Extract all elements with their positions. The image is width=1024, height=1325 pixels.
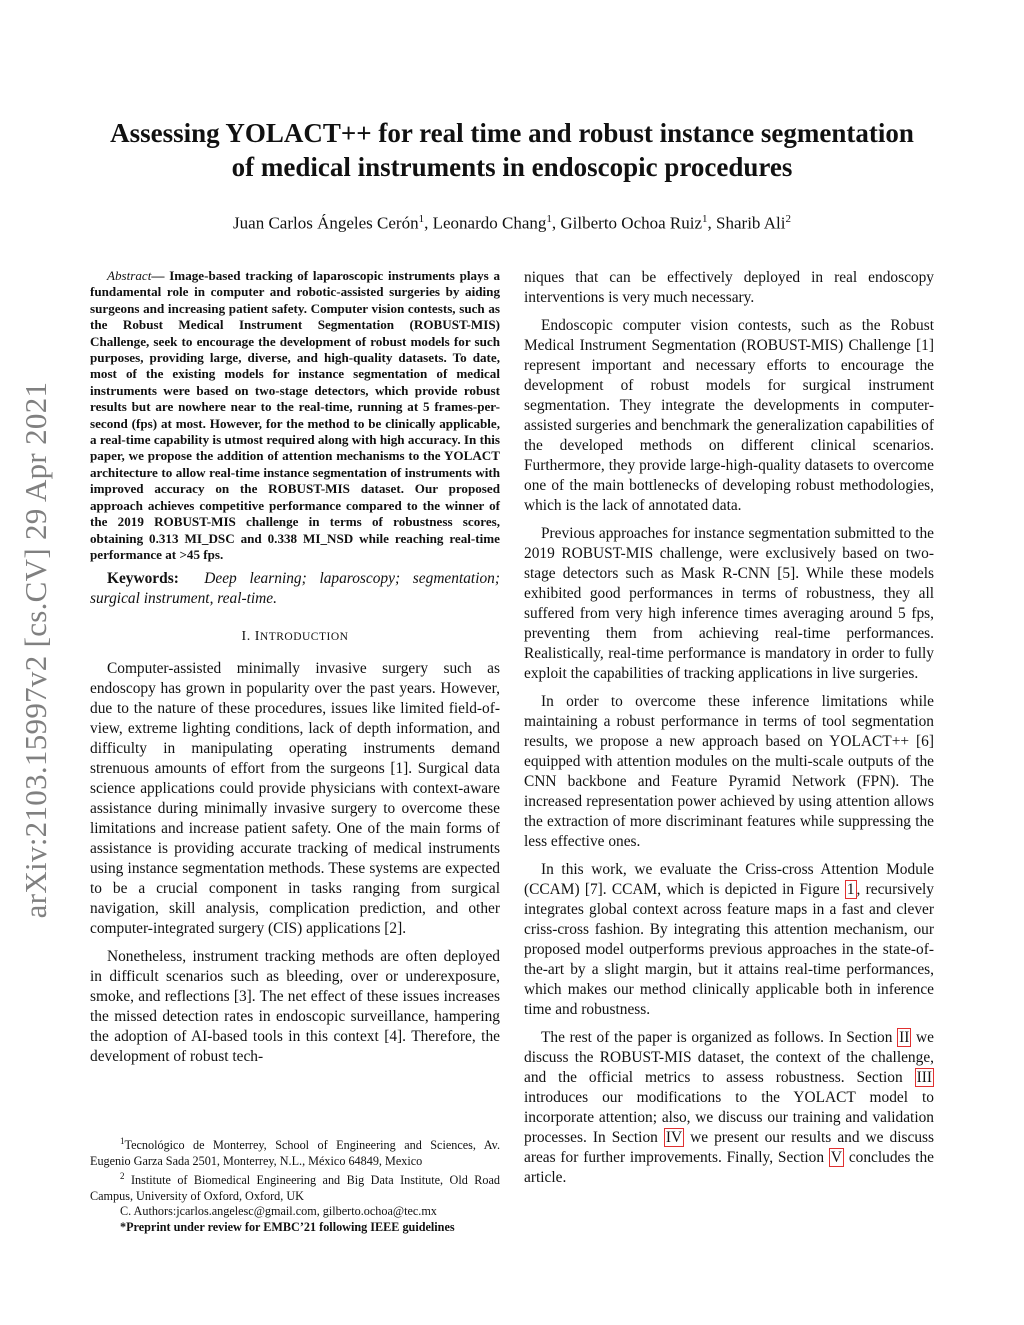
section-II-link[interactable]: II [899, 1029, 910, 1046]
para6-text-a: In this work, we evaluate the Criss-cross Attention Module (CCAM) [7]. CCAM, which is depicted in Figure [524, 861, 934, 898]
title-line-1: Assessing YOLACT++ for real time and robust instance segmentation [110, 118, 914, 148]
author-1: Juan Carlos Ángeles Cerón [233, 213, 419, 233]
footnote-2-marker: 2 [120, 1171, 125, 1182]
paper-title [80, 116, 944, 184]
author-2-affiliation: 1 [546, 213, 552, 225]
footnote-1-marker: 1 [120, 1136, 125, 1146]
keywords-label: Keywords: [107, 570, 179, 588]
section-V-link[interactable]: V [830, 1149, 842, 1166]
footnote-2-text: Institute of Biomedical Engineering and Big Data Institute, Old Road Campus, University of Oxford, Oxford, UK [90, 1173, 500, 1203]
section-title-rest: NTRODUCTION [259, 631, 349, 644]
author-3: Gilberto Ochoa Ruiz [560, 213, 703, 233]
author-2: Leonardo Chang [432, 213, 547, 233]
footnote-1-text: Tecnológico de Monterrey, School of Engineering and Sciences, Av. Eugenio Garza Sada 2501, Monterrey, N.L., México 64849, Mexico [90, 1138, 500, 1168]
intro-paragraph-1: Computer-assisted minimally invasive surgery such as endoscopy has grown in popularity over the past years. However, due to the nature of these procedures, issues like limited field-of-view, extreme lighting conditions, lack of depth information, and difficulty in manipulating operating instruments demand strenuous amounts of effort from the surgeons [1]. Surgical data science applications could provide physicians with context-aware assistance during minimally invasive surgery to overcome these limitations and increase patient safety. One of the main forms of assistance is providing accurate tracking of medical instruments using instance segmentation methods. These systems are expected to be a crucial component in tasks ranging from surgical navigation, skill analysis, complication prediction, and other computer-integrated surgery (CIS) applications [2]. [90, 660, 500, 938]
right-column [524, 268, 934, 1188]
author-3-affiliation: 1 [702, 213, 708, 225]
abstract-text: — Image-based tracking of laparoscopic instruments plays a fundamental role in computer and robotic-assisted surgeries by aiding surgeons and increasing patient safety. Computer vision contests, such as the Robust Medical Instrument Segmentation (ROBUST-MIS) Challenge, seek to encourage the development of robust models for such purposes, providing large, diverse, and high-quality datasets. To date, most of the existing models for instance segmentation of medical instruments were based on two-stage detectors, which provide robust results but are nowhere near to the real-time, running at 5 frames-per-second (fps) at most. However, for the method to be clinically applicable, a real-time capability is utmost required along with high accuracy. In this paper, we propose the addition of attention mechanisms to the YOLACT architecture to allow real-time instance segmentation of instruments with improved accuracy on the ROBUST-MIS dataset. Our proposed approach achieves competitive performance compared to the winner of the 2019 ROBUST-MIS challenge in terms of robustness scores, obtaining 0.313 MI_DSC and 0.338 MI_NSD while reaching real-time performance at >45 fps. [90, 268, 500, 562]
footnote-preprint-note: *Preprint under review for EMBC’21 following IEEE guidelines [120, 1219, 455, 1234]
section-IV-link[interactable]: IV [665, 1129, 683, 1146]
footnote-affiliation-1 [90, 1134, 500, 1169]
section-number: I. [241, 629, 251, 645]
section-III-link[interactable]: III [916, 1069, 932, 1086]
para6-text-b: , recursively integrates global context across feature maps in a fast and clever criss-cross fashion. By integrating this attention mechanism, our proposed model outperforms previous approaches in the state-of-the-art by a slight margin, but it attains real-time performances, which makes our method clinically applicable both in inference time and robustness. [524, 881, 934, 1018]
section-title-initial: I [254, 629, 260, 645]
author-list: Juan Carlos Ángeles Cerón$^1$, Leonardo Chang$^1$, Gilberto Ochoa Ruiz$^1$, Sharib Ali$^2$ [233, 213, 791, 233]
intro-paragraph-7 [524, 1028, 934, 1188]
left-column [90, 268, 500, 1067]
para7-text-d: we present our results and we discuss areas for further improvements. Finally, Section [524, 1129, 934, 1166]
title-line-2: of medical instruments in endoscopic procedures [231, 152, 793, 182]
intro-paragraph-continued: niques that can be effectively deployed in real endoscopy interventions is very much necessary. [524, 269, 934, 306]
section-heading-introduction [90, 629, 500, 645]
arxiv-identifier-stamp: arXiv:2103.15997v2 [cs.CV] 29 Apr 2021 [18, 381, 53, 919]
author-4: Sharib Ali [716, 213, 786, 233]
para7-text-e: concludes the article. [524, 1149, 934, 1186]
keywords-text: Deep learning; laparoscopy; segmentation; surgical instrument, real-time. [90, 570, 500, 608]
para7-text-c: introduces our modifications to the YOLACT model to incorporate attention; also, we discuss our training and validation processes. In Section [524, 1089, 934, 1146]
intro-paragraph-6 [524, 860, 934, 1020]
para7-text-a: The rest of the paper is organized as follows. In Section [541, 1029, 898, 1046]
para7-text-b: we discuss the ROBUST-MIS dataset, the context of the challenge, and the official metrics to assess robustness. Section [524, 1029, 935, 1086]
intro-paragraph-5: In order to overcome these inference limitations while maintaining a robust performance in terms of tool segmentation results, we propose a new approach based on YOLACT++ [6] equipped with attention modules on the multi-scale outputs of the CNN backbone and Feature Pyramid Network (FPN). The increased representation power achieved by using attention allows the extraction of more discriminant features while suppressing the less effective ones. [524, 693, 934, 850]
figure-1-link[interactable]: 1 [846, 881, 855, 898]
footnote-contact: C. Authors:jcarlos.angelesc@gmail.com, gilberto.ochoa@tec.mx [120, 1204, 437, 1219]
abstract [90, 268, 500, 563]
abstract-label: Abstract [107, 268, 152, 283]
intro-paragraph-3: Endoscopic computer vision contests, such as the Robust Medical Instrument Segmentation (ROBUST-MIS) Challenge [1] represent important and necessary efforts to encourage the development of robust models for surgical instrument segmentation. They integrate the developments in computer-assisted surgeries and benchmark the generalization capabilities of the developed methods on different clinical scenarios. Furthermore, they provide large-high-quality datasets to overcome one of the main bottlenecks of developing robust methodologies, which is the lack of annotated data. [524, 317, 934, 514]
intro-paragraph-4: Previous approaches for instance segmentation submitted to the 2019 ROBUST-MIS challenge, were exclusively based on two-stage detectors such as Mask R-CNN [5]. While these models exhibited good performances in terms of robustness, they all suffered from very high inference times averaging around 5 fps, preventing them from achieving real-time performances. Realistically, real-time performance is mandatory in order to fully exploit the capabilities of tracking applications in live surgeries. [524, 525, 934, 682]
footnote-affiliation-2 [90, 1169, 500, 1204]
footnotes [90, 1134, 500, 1235]
author-4-affiliation: 2 [785, 213, 791, 225]
keywords [90, 569, 500, 609]
author-1-affiliation: 1 [418, 213, 425, 225]
intro-paragraph-2: Nonetheless, instrument tracking methods are often deployed in difficult scenarios such as bleeding, over or underexposure, smoke, and reflections [3]. The net effect of these issues increases the missed detection rates in endoscopic surveillance, hampering the adoption of AI-based tools in this context [4]. Therefore, the development of robust tech- [90, 948, 500, 1066]
